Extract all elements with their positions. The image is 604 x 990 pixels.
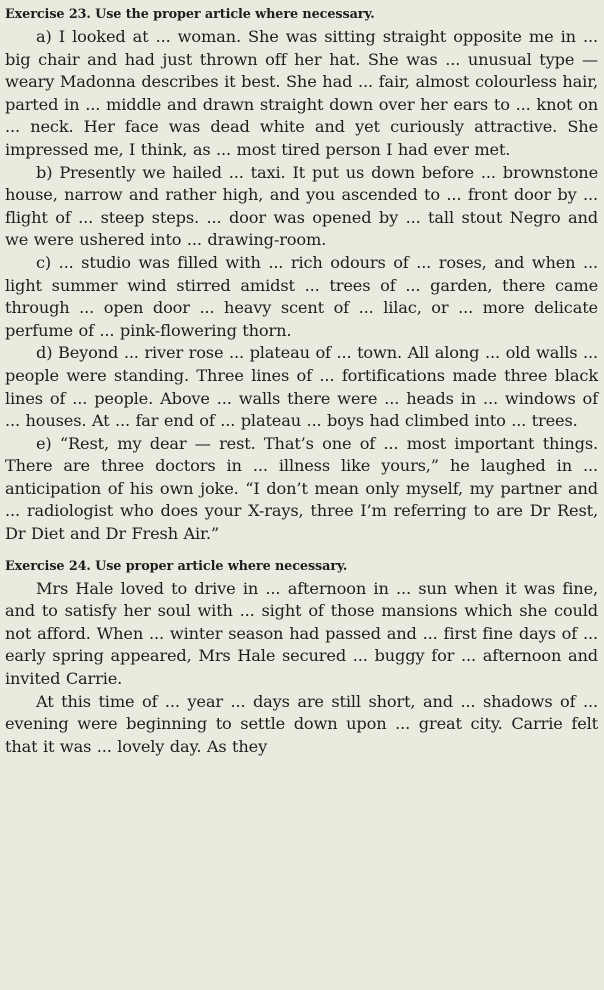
exercise-23-body	[5, 26, 598, 546]
exercise-24-paragraph-2: At this time of ... year ... days are still short, and ... shadows of ... evening were beginning to settle down upon ... great city. Carrie felt that it was ... lovely day. As they	[5, 691, 598, 756]
exercise-24-heading: Exercise 24. Use proper article where necessary.	[5, 558, 348, 574]
exercise-24-body	[5, 578, 598, 759]
exercise-23-paragraph-d: d) Beyond ... river rose ... plateau of ... town. All along ... old walls ... people were standing. Three lines of ... fortifications made three black lines of ... people. Above ... walls there were ... heads in ... windows of ... houses. At ... far end of ... plateau ... boys had climbed into ... trees.	[5, 343, 598, 431]
exercise-23-paragraph-b: b) Presently we hailed ... taxi. It put us down before ... brownstone house, narrow and rather high, and you ascended to ... front door by ... flight of ... steep steps. ... door was opened by ... tall stout Negro and we were ushered into ... drawing-room.	[5, 162, 598, 250]
exercise-23-heading: Exercise 23. Use the proper article where necessary.	[5, 7, 375, 22]
exercise-23-paragraph-c: c) ... studio was filled with ... rich odours of ... roses, and when ... light summer wind stirred amidst ... trees of ... garden, there came through ... open door ... heavy scent of ... lilac, or ... more delicate perfume of ... pink-flowering thorn.	[5, 252, 598, 340]
exercise-24-paragraph-1: Mrs Hale loved to drive in ... afternoon in ... sun when it was fine, and to satisfy her soul with ... sight of those mansions which she could not afford. When ... winter season had passed and ... first fine days of ... early spring appeared, Mrs Hale secured ... buggy for ... afternoon and invited Carrie.	[5, 578, 598, 689]
exercise-23-paragraph-e: e) “Rest, my dear — rest. That’s one of ... most important things. There are three doctors in ... illness like yours,” he laughed in ... anticipation of his own joke. “I don’t mean only myself, my partner and ... radiologist who does your X-rays, three I’m referring to are Dr Rest, Dr Diet and Dr Fresh Air.”	[5, 433, 598, 544]
exercise-23-paragraph-a: a) I looked at ... woman. She was sitting straight opposite me in ... big chair and had just thrown off her hat. She was ... unusual type — weary Madonna describes it best. She had ... fair, almost colourless hair, parted in ... middle and drawn straight down over her ears to ... knot on ... neck. Her face was dead white and yet curiously attractive. She impressed me, I think, as ... most tired person I had ever met.	[5, 27, 598, 159]
